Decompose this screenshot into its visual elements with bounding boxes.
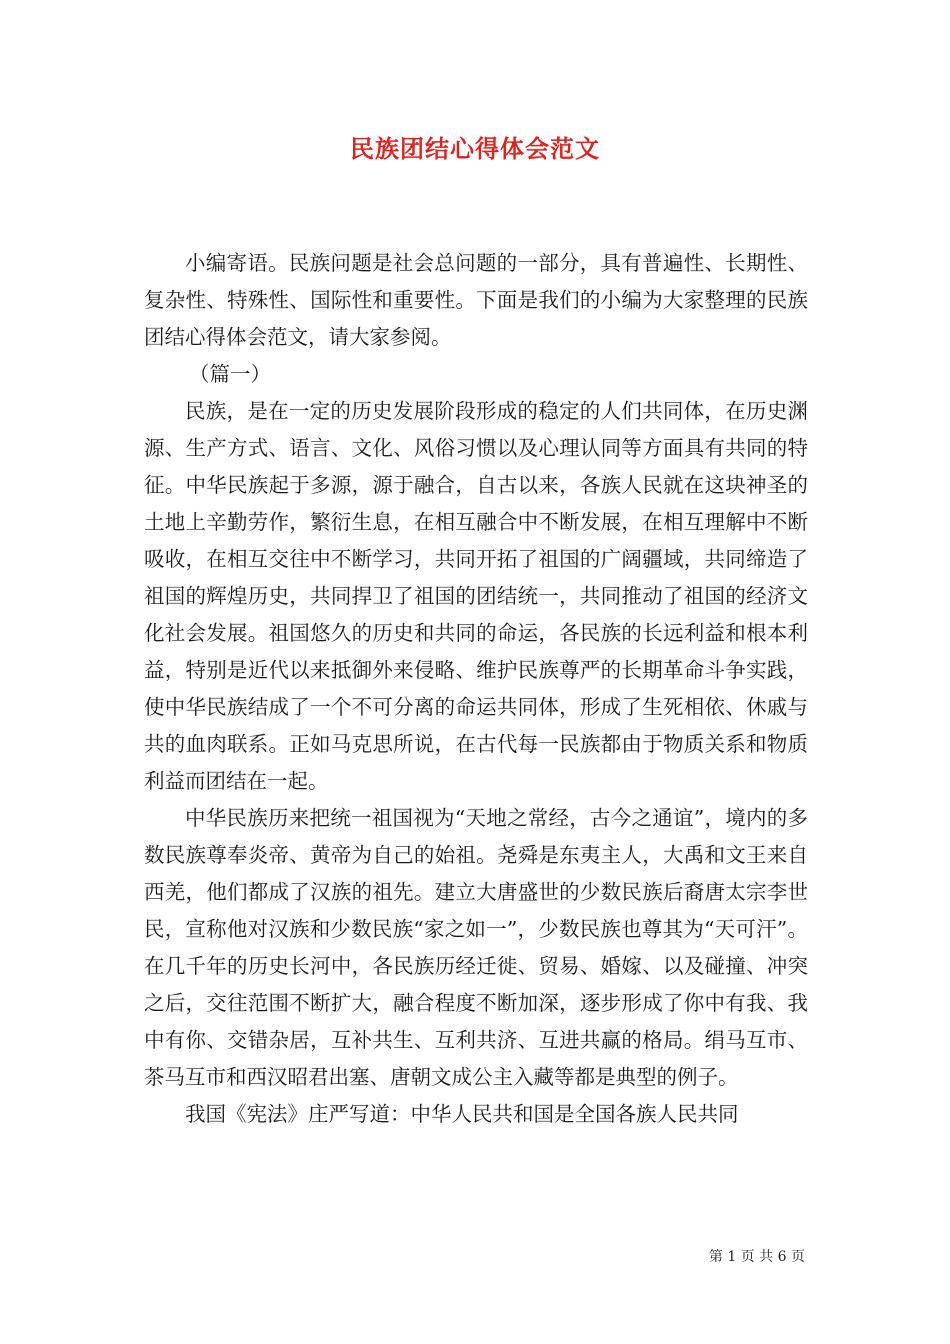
body-paragraph-3: 我国《宪法》庄严写道：中华人民共和国是全国各族人民共同 [185,1102,739,1126]
section-label: （篇一） [189,362,271,386]
document-title: 民族团结心得体会范文 [350,134,600,163]
body-paragraph-2: 中华民族历来把统一祖国视为“天地之常经，古今之通谊”，境内的多数民族尊奉炎帝、黄帝为自己的始祖。尧舜是东夷主人，大禹和文王来自西羌，他们都成了汉族的祖先。建立大唐盛世的少数民族后裔唐太宗李世民，宣称他对汉族和少数民族“家之如一”，少数民族也尊其为“天可汗”。在几千年的历史长河中，各民族历经迁徙、贸易、婚嫁、以及碰撞、冲突之后，交往范围不断扩大，融合程度不断加深，逐步形成了你中有我、我中有你、交错杂居，互补共生、互利共济、互进共赢的格局。绢马互市、茶马互市和西汉昭君出塞、唐朝文成公主入藏等都是典型的例子。 [144,806,808,1089]
document-body [144,245,808,1133]
intro-paragraph: 小编寄语。民族问题是社会总问题的一部分，具有普遍性、长期性、复杂性、特殊性、国际性和重要性。下面是我们的小编为大家整理的民族团结心得体会范文，请大家参阅。 [144,251,808,349]
page-number-footer: 第 1 页 共 6 页 [708,1249,805,1265]
body-paragraph-1: 民族，是在一定的历史发展阶段形成的稳定的人们共同体，在历史渊源、生产方式、语言、文化、风俗习惯以及心理认同等方面具有共同的特征。中华民族起于多源，源于融合，自古以来，各族人民就在这块神圣的土地上辛勤劳作，繁衍生息，在相互融合中不断发展，在相互理解中不断吸收，在相互交往中不断学习，共同开拓了祖国的广阔疆域，共同缔造了祖国的辉煌历史，共同捍卫了祖国的团结统一，共同推动了祖国的经济文化社会发展。祖国悠久的历史和共同的命运，各民族的长远利益和根本利益，特别是近代以来抵御外来侵略、维护民族尊严的长期革命斗争实践，使中华民族结成了一个不可分离的命运共同体，形成了生死相依、休戚与共的血肉联系。正如马克思所说，在古代每一民族都由于物质关系和物质利益而团结在一起。 [144,399,808,793]
